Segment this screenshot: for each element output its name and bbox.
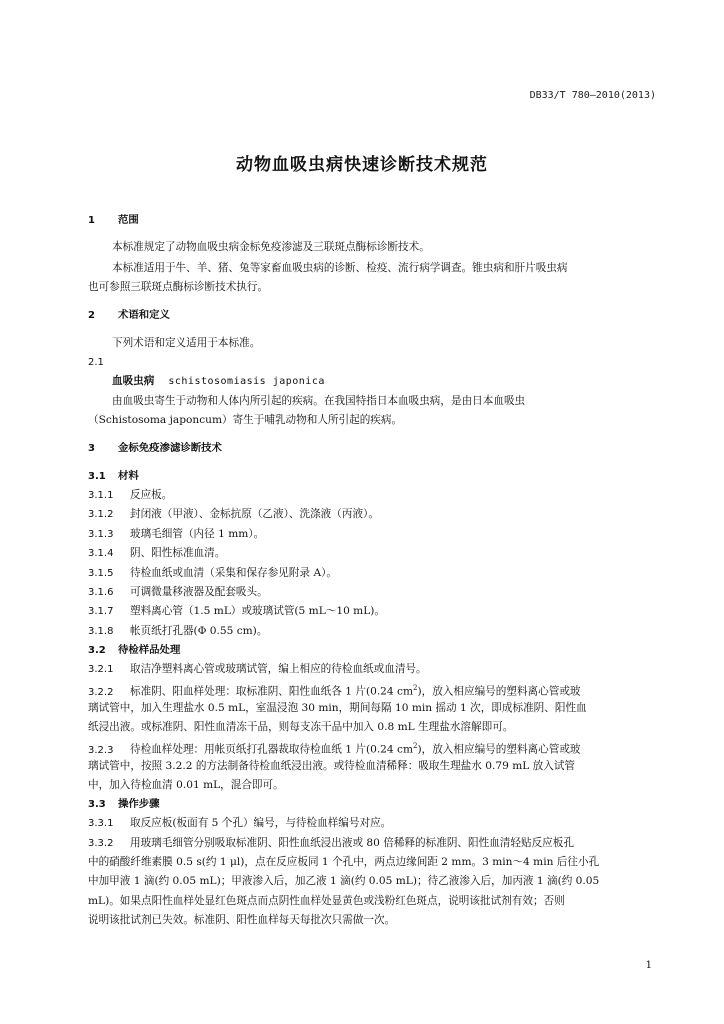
- clause-3-3-2-line-4: mL)。如果点阳性血样处显红色斑点而点阴性血样处显黄色或浅粉红色斑点，说明该批试剂有效；否则: [88, 895, 565, 907]
- list-item: 3.1.8 帐页纸打孔器(Φ 0.55 cm)。: [88, 625, 268, 637]
- section-1-paragraph-2-line-1: 本标准适用于牛、羊、猪、兔等家畜血吸虫病的诊断、检疫、流行病学调查。锥虫病和肝片吸虫病: [112, 262, 568, 274]
- clause-3-3-2-line-3: 中加甲液 1 滴(约 0.05 mL)；甲液渗入后，加乙液 1 滴(约 0.05 mL)；待乙液渗入后，加丙液 1 滴(约 0.05: [88, 875, 600, 887]
- standard-code: DB33/T 780—2010(2013): [529, 90, 656, 101]
- page-number: 1: [645, 960, 652, 971]
- clause-3-2-1: 3.2.1 取洁净塑料离心管或玻璃试管，编上相应的待检血纸或血清号。: [88, 663, 427, 675]
- list-item: 3.1.4 阴、阳性标准血清。: [88, 547, 226, 559]
- clause-2-1-number: 2.1: [88, 357, 104, 368]
- section-2-heading: 2 术语和定义: [88, 309, 170, 321]
- clause-3-3-1: 3.3.1 取反应板(板面有 5 个孔）编号，与待检血样编号对应。: [88, 817, 392, 829]
- clause-3-2-2-line-1: 3.2.2 标准阴、阳血样处理：取标准阴、阳性血纸各 1 片(0.24 $cm^2$)，放入相应编号的塑料离心管或玻: [88, 684, 581, 698]
- clause-3-2-3-line-1: 3.2.3 待检血样处理：用帐页纸打孔器裁取待检血纸 1 片(0.24 $cm^2$)，放入相应编号的塑料离心管或玻: [88, 742, 581, 756]
- section-3-heading: 3 金标免疫渗滤诊断技术: [88, 442, 222, 454]
- term-definition-line-2: （Schistosoma japoncum）寄生于哺乳动物和人所引起的疾病。: [88, 414, 403, 426]
- clause-3-3-2-line-2: 中的硝酸纤维素膜 0.5 s(约 1 μl)，点在反应板同 1 个孔中，两点边缘间距 2 mm。3 min～4 min 后往小孔: [88, 856, 600, 868]
- clause-3-3-2-line-1: 3.3.2 用玻璃毛细管分别吸取标准阴、阳性血纸浸出液或 80 倍稀释的标准阴、阳性血清轻贴反应板孔: [88, 837, 574, 849]
- term-english: schistosomiasis japonica: [168, 376, 325, 387]
- section-3-3-heading: 3.3 操作步骤: [88, 798, 160, 810]
- clause-3-2-2-line-2: 璃试管中，加入生理盐水 0.5 mL，室温浸泡 30 min，期间每隔 10 min 摇动 1 次，即成标准阴、阳性血: [88, 702, 587, 714]
- term-chinese: 血吸虫病: [112, 375, 155, 387]
- page-title: 动物血吸虫病快速诊断技术规范: [236, 155, 488, 175]
- section-2-paragraph: 下列术语和定义适用于本标准。: [112, 337, 261, 349]
- list-item: 3.1.7 塑料离心管（1.5 mL）或玻璃试管(5 mL～10 mL)。: [88, 605, 385, 617]
- clause-3-2-2-line-3: 纸浸出液。或标准阴、阳性血清冻干品，则每支冻干品中加入 0.8 mL 生理盐水溶解即可。: [88, 721, 514, 733]
- term-entry: [88, 373, 682, 390]
- clause-3-3-2-line-5: 说明该批试剂已失效。标准阴、阳性血样每天每批次只需做一次。: [88, 914, 396, 926]
- section-3-2-heading: 3.2 待检样品处理: [88, 644, 181, 656]
- section-1-paragraph-2-line-2: 也可参照三联斑点酶标诊断技术执行。: [88, 281, 269, 293]
- section-1-paragraph-1: 本标准规定了动物血吸虫病金标免疫渗滤及三联斑点酶标诊断技术。: [112, 241, 430, 253]
- clause-3-2-3-line-2: 璃试管中，按照 3.2.2 的方法制备待检血纸浸出液。或待检血清稀释：吸取生理盐水 0.79 mL 放入试管: [88, 760, 576, 772]
- term-definition-line-1: 由血吸虫寄生于动物和人体内所引起的疾病。在我国特指日本血吸虫病，是由日本血吸虫: [112, 395, 526, 407]
- list-item: 3.1.5 待检血纸或血清（采集和保存参见附录 A）。: [88, 567, 337, 579]
- list-item: 3.1.6 可调微量移液器及配套吸头。: [88, 586, 268, 598]
- section-1-heading: 1 范围: [88, 214, 139, 226]
- list-item: 3.1.3 玻璃毛细管（内径 1 mm）。: [88, 528, 265, 540]
- section-3-1-heading: 3.1 材料: [88, 470, 139, 482]
- list-item: 3.1.1 反应板。: [88, 489, 173, 501]
- clause-3-2-3-line-3: 中，加入待检血清 0.01 mL，混合即可。: [88, 779, 284, 791]
- list-item: 3.1.2 封闭液（甲液）、金标抗原（乙液）、洗涤液（丙液）。: [88, 508, 379, 520]
